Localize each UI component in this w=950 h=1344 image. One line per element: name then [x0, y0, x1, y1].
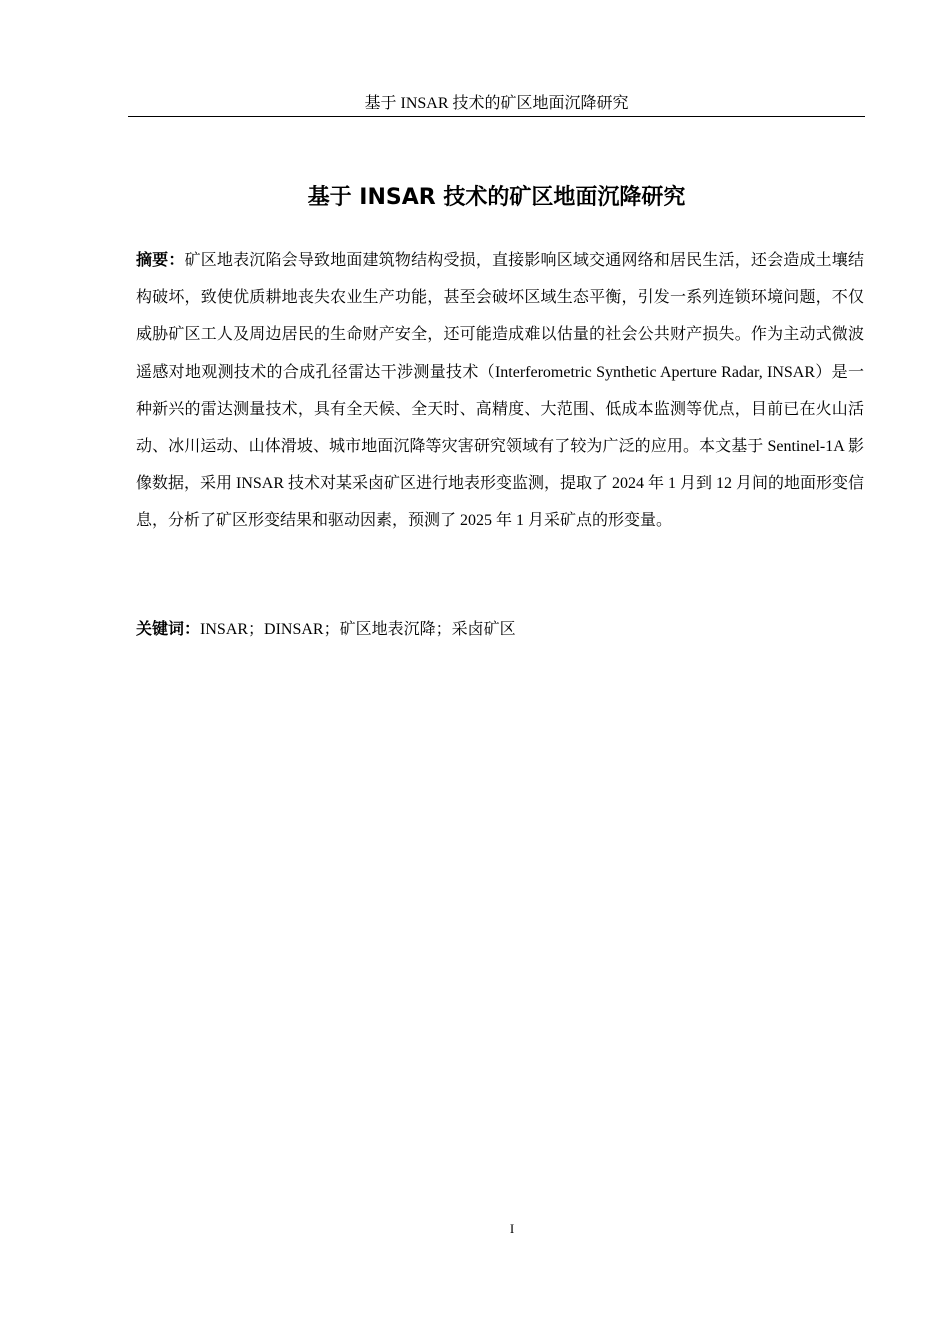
keywords-label-colon: ： — [184, 619, 201, 638]
keywords-text: INSAR；DINSAR；矿区地表沉降；采卤矿区 — [200, 621, 516, 638]
running-header: 基于 INSAR 技术的矿区地面沉降研究 — [364, 95, 629, 112]
abstract-label-colon: ： — [168, 250, 185, 269]
document-title: 基于 INSAR 技术的矿区地面沉降研究 — [307, 185, 686, 210]
keywords-label: 关键词 — [136, 619, 185, 638]
page-number: I — [509, 1221, 515, 1236]
abstract-text: 矿区地表沉陷会导致地面建筑物结构受损，直接影响区域交通网络和居民生活，还会造成土壤结构破坏，致使优质耕地丧失农业生产功能，甚至会破坏区域生态平衡，引发一系列连锁环境问题，不仅威胁矿区工人及周边居民的生命财产安全，还可能造成难以估量的社会公共财产损失。作为主动式微波遥感对地观测技术的合成孔径雷达干涉测量技术（Interferometric Synthetic Aperture Radar, INSAR）是一种新兴的雷达测量技术，具有全天候、全天时、高精度、大范围、低成本监测等优点，目前已在火山活动、冰川运动、山体滑坡、城市地面沉降等灾害研究领域有了较为广泛的应用。本文基于 Sentinel-1A 影像数据，采用 INSAR 技术对某采卤矿区进行地表形变监测，提取了 2024 年 1 月到 12 月间的地面形变信息，分析了矿区形变结果和驱动因素，预测了 2025 年 1 月采矿点的形变量。 — [136, 252, 865, 530]
abstract-label: 摘要 — [136, 250, 169, 269]
